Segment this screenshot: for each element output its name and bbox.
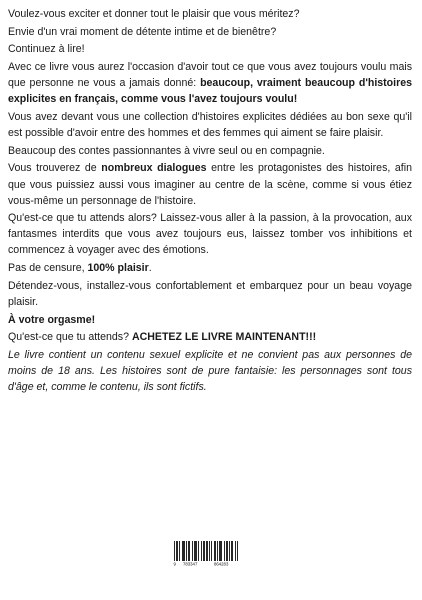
barcode-bar [227, 541, 228, 561]
text-segment: Vous trouverez de [8, 162, 102, 175]
barcode-bar [182, 541, 183, 561]
barcode-bar [232, 541, 233, 561]
barcode-bar [188, 541, 189, 561]
paragraph [8, 329, 412, 345]
paragraph [8, 143, 412, 159]
barcode-icon [171, 540, 241, 567]
barcode-bar [186, 541, 187, 561]
barcode-bar [203, 541, 204, 561]
barcode-digits-right: 864283 [214, 561, 229, 567]
paragraph [8, 109, 412, 141]
barcode-bar [221, 541, 222, 561]
paragraph [8, 24, 412, 40]
barcode-bar [219, 541, 220, 561]
text-segment: Qu'est-ce que tu attends? [8, 331, 132, 344]
text-segment: Le livre contient un contenu sexuel explicite et ne convient pas aux personnes de moins de 18 ans. Les histoires sont de pure fantaisie: les personnages sont tous d'âge et, comme le contenu, ils sont fictifs. [8, 349, 412, 394]
paragraph [8, 210, 412, 258]
barcode-bar [209, 541, 210, 561]
text-segment: beaucoup, vraiment beaucoup d'histoires explicites en français, comme vous l'avez toujours voulu! [8, 77, 412, 106]
barcode-bar [198, 541, 199, 561]
barcode-bar [179, 541, 180, 561]
text-segment: nombreux dialogues [101, 162, 207, 175]
barcode-bar [231, 541, 232, 561]
barcode-bar [214, 541, 215, 561]
description-text [8, 6, 412, 397]
barcode-bar [177, 541, 178, 561]
paragraph [8, 260, 412, 276]
barcode-bar [183, 541, 184, 561]
barcode-digits-middle: 783347 [183, 561, 198, 567]
barcode-digit-left: 9 [173, 561, 176, 567]
barcode-bar [194, 541, 195, 561]
text-segment: À votre orgasme! [8, 313, 96, 326]
barcode-bar [237, 541, 238, 561]
text-segment: entre les protagonistes des histoires, afin que vous puissiez aussi vous imaginer au centre de la scène, comme si vous étiez vous-même un personnage de l'histoire. [8, 162, 412, 207]
barcode-bar [235, 541, 236, 561]
paragraph [8, 6, 412, 22]
text-segment: Vous avez devant vous une collection d'histoires explicites dédiées au bon sexe qu'il est possible d'avoir entre des hommes et des femmes qui aiment se faire plaisir. [8, 110, 412, 140]
text-segment: Voulez-vous exciter et donner tout le plaisir que vous méritez? [8, 8, 300, 20]
paragraph [8, 59, 412, 107]
text-segment: Qu'est-ce que tu attends alors? Laissez-vous aller à la passion, à la provocation, aux fantasmes interdits que vous avez toujours eus, laissez tomber vos inhibitions et commencez à voyager avec des émotions. [8, 212, 412, 257]
text-segment: Envie d'un vrai moment de détente intime et de bienêtre? [8, 25, 277, 38]
text-segment: Beaucoup des contes passionnantes à vivre seul ou en compagnie. [8, 144, 325, 157]
barcode-bar [201, 541, 202, 561]
text-segment: Avec ce livre vous aurez l'occasion d'avoir tout ce que vous avez toujours voulu mais que personne ne vous a jamais donné: [8, 61, 412, 90]
text-segment: Continuez à lire! [8, 43, 85, 56]
barcode-bar [206, 541, 207, 561]
barcode-bar [211, 541, 212, 561]
isbn-barcode [171, 540, 241, 567]
barcode-bar [195, 541, 196, 561]
barcode-bar [220, 541, 221, 561]
barcode-bar [184, 541, 185, 561]
barcode-bar [189, 541, 190, 561]
paragraph [8, 312, 412, 328]
barcode-bar [226, 541, 227, 561]
text-segment: Pas de censure, [8, 262, 88, 275]
barcode-bar [229, 541, 230, 561]
text-segment: . [148, 262, 152, 275]
barcode-bar [215, 541, 216, 561]
text-segment: ACHETEZ LE LIVRE MAINTENANT!!! [131, 331, 317, 344]
barcode-bar [224, 541, 225, 561]
barcode-bar [204, 541, 205, 561]
paragraph [8, 41, 412, 57]
paragraph [8, 347, 412, 395]
barcode-bar [176, 541, 177, 561]
barcode-bar [192, 541, 193, 561]
text-segment: Détendez-vous, installez-vous confortablement et embarquez pour un beau voyage plaisir. [8, 279, 412, 308]
barcode-bar [207, 541, 208, 561]
barcode-bar [217, 541, 218, 561]
paragraph [8, 278, 412, 310]
barcode-bar [174, 541, 175, 561]
text-segment: 100% plaisir [87, 262, 149, 275]
barcode-bar [196, 541, 197, 561]
paragraph [8, 160, 412, 208]
